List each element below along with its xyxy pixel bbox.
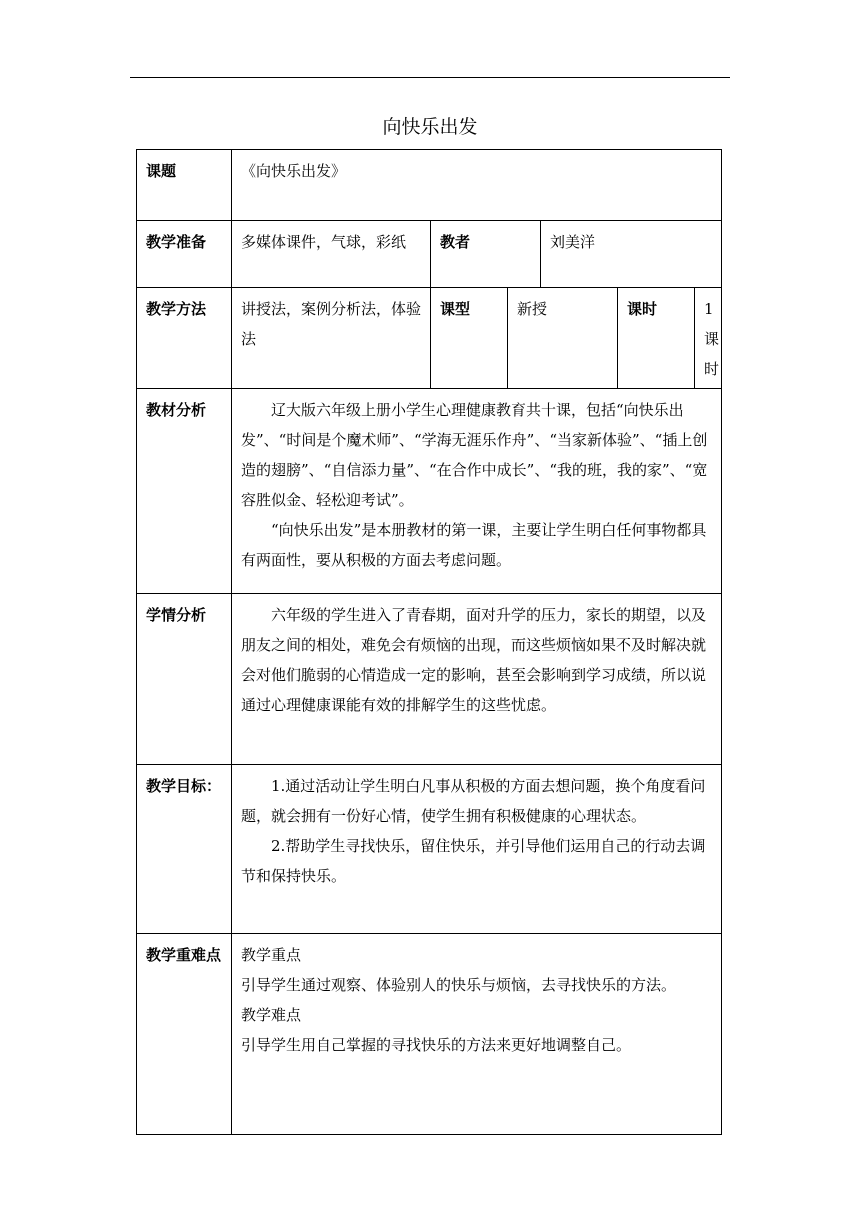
goal-item: 2.帮助学生寻找快乐，留住快乐，并引导他们运用自己的行动去调节和保持快乐。 bbox=[241, 837, 706, 885]
method-label: 教学方法 bbox=[137, 288, 232, 389]
goals-label: 教学目标： bbox=[137, 765, 232, 934]
teacher-value: 刘美洋 bbox=[541, 221, 722, 288]
students-content bbox=[232, 594, 722, 765]
document-title: 向快乐出发 bbox=[382, 116, 478, 138]
class-hours-value: 1课时 bbox=[695, 288, 722, 389]
material-paragraph: 辽大版六年级上册小学生心理健康教育共十课，包括“向快乐出发”、“时间是个魔术师”、“学海无涯乐作舟”、“当家新体验”、“插上创造的翅膀”、“自信添力量”、“在合作中成长”、“我的班，我的家”、“宽容胜似金、轻松迎考试”。 bbox=[241, 401, 708, 509]
focus-heading: 教学重点 bbox=[241, 946, 302, 964]
goal-item: 1.通过活动让学生明白凡事从积极的方面去想问题，换个角度看问题，就会拥有一份好心情，使学生拥有积极健康的心理状态。 bbox=[241, 777, 706, 825]
goals-content bbox=[232, 765, 722, 934]
prep-value: 多媒体课件，气球，彩纸 bbox=[232, 221, 431, 288]
row-prep bbox=[137, 221, 722, 288]
row-method bbox=[137, 288, 722, 389]
row-material bbox=[137, 389, 722, 594]
students-label: 学情分析 bbox=[137, 594, 232, 765]
focus-text: 引导学生通过观察、体验别人的快乐与烦恼，去寻找快乐的方法。 bbox=[241, 976, 677, 994]
row-goals bbox=[137, 765, 722, 934]
header-rule bbox=[130, 77, 730, 78]
topic-label: 课题 bbox=[137, 150, 232, 221]
prep-label: 教学准备 bbox=[137, 221, 232, 288]
row-keypoints bbox=[137, 934, 722, 1135]
lesson-type-label: 课型 bbox=[431, 288, 508, 389]
difficulty-heading: 教学难点 bbox=[241, 1006, 302, 1024]
lesson-plan-table bbox=[136, 149, 722, 1135]
method-value: 讲授法，案例分析法，体验法 bbox=[232, 288, 431, 389]
class-hours-label: 课时 bbox=[618, 288, 695, 389]
lesson-type-value: 新授 bbox=[508, 288, 618, 389]
row-students bbox=[137, 594, 722, 765]
teacher-label: 教者 bbox=[431, 221, 541, 288]
topic-value: 《向快乐出发》 bbox=[232, 150, 722, 221]
material-label: 教材分析 bbox=[137, 389, 232, 594]
material-content bbox=[232, 389, 722, 594]
keypoints-content bbox=[232, 934, 722, 1135]
difficulty-text: 引导学生用自己掌握的寻找快乐的方法来更好地调整自己。 bbox=[241, 1036, 632, 1054]
material-paragraph: “向快乐出发”是本册教材的第一课，主要让学生明白任何事物都具有两面性，要从积极的方面去考虑问题。 bbox=[241, 521, 707, 569]
row-topic bbox=[137, 150, 722, 221]
keypoints-label: 教学重难点 bbox=[137, 934, 232, 1135]
students-paragraph: 六年级的学生进入了青春期，面对升学的压力，家长的期望，以及朋友之间的相处，难免会有烦恼的出现，而这些烦恼如果不及时解决就会对他们脆弱的心情造成一定的影响，甚至会影响到学习成绩，所以说通过心理健康课能有效的排解学生的这些忧虑。 bbox=[241, 606, 707, 714]
